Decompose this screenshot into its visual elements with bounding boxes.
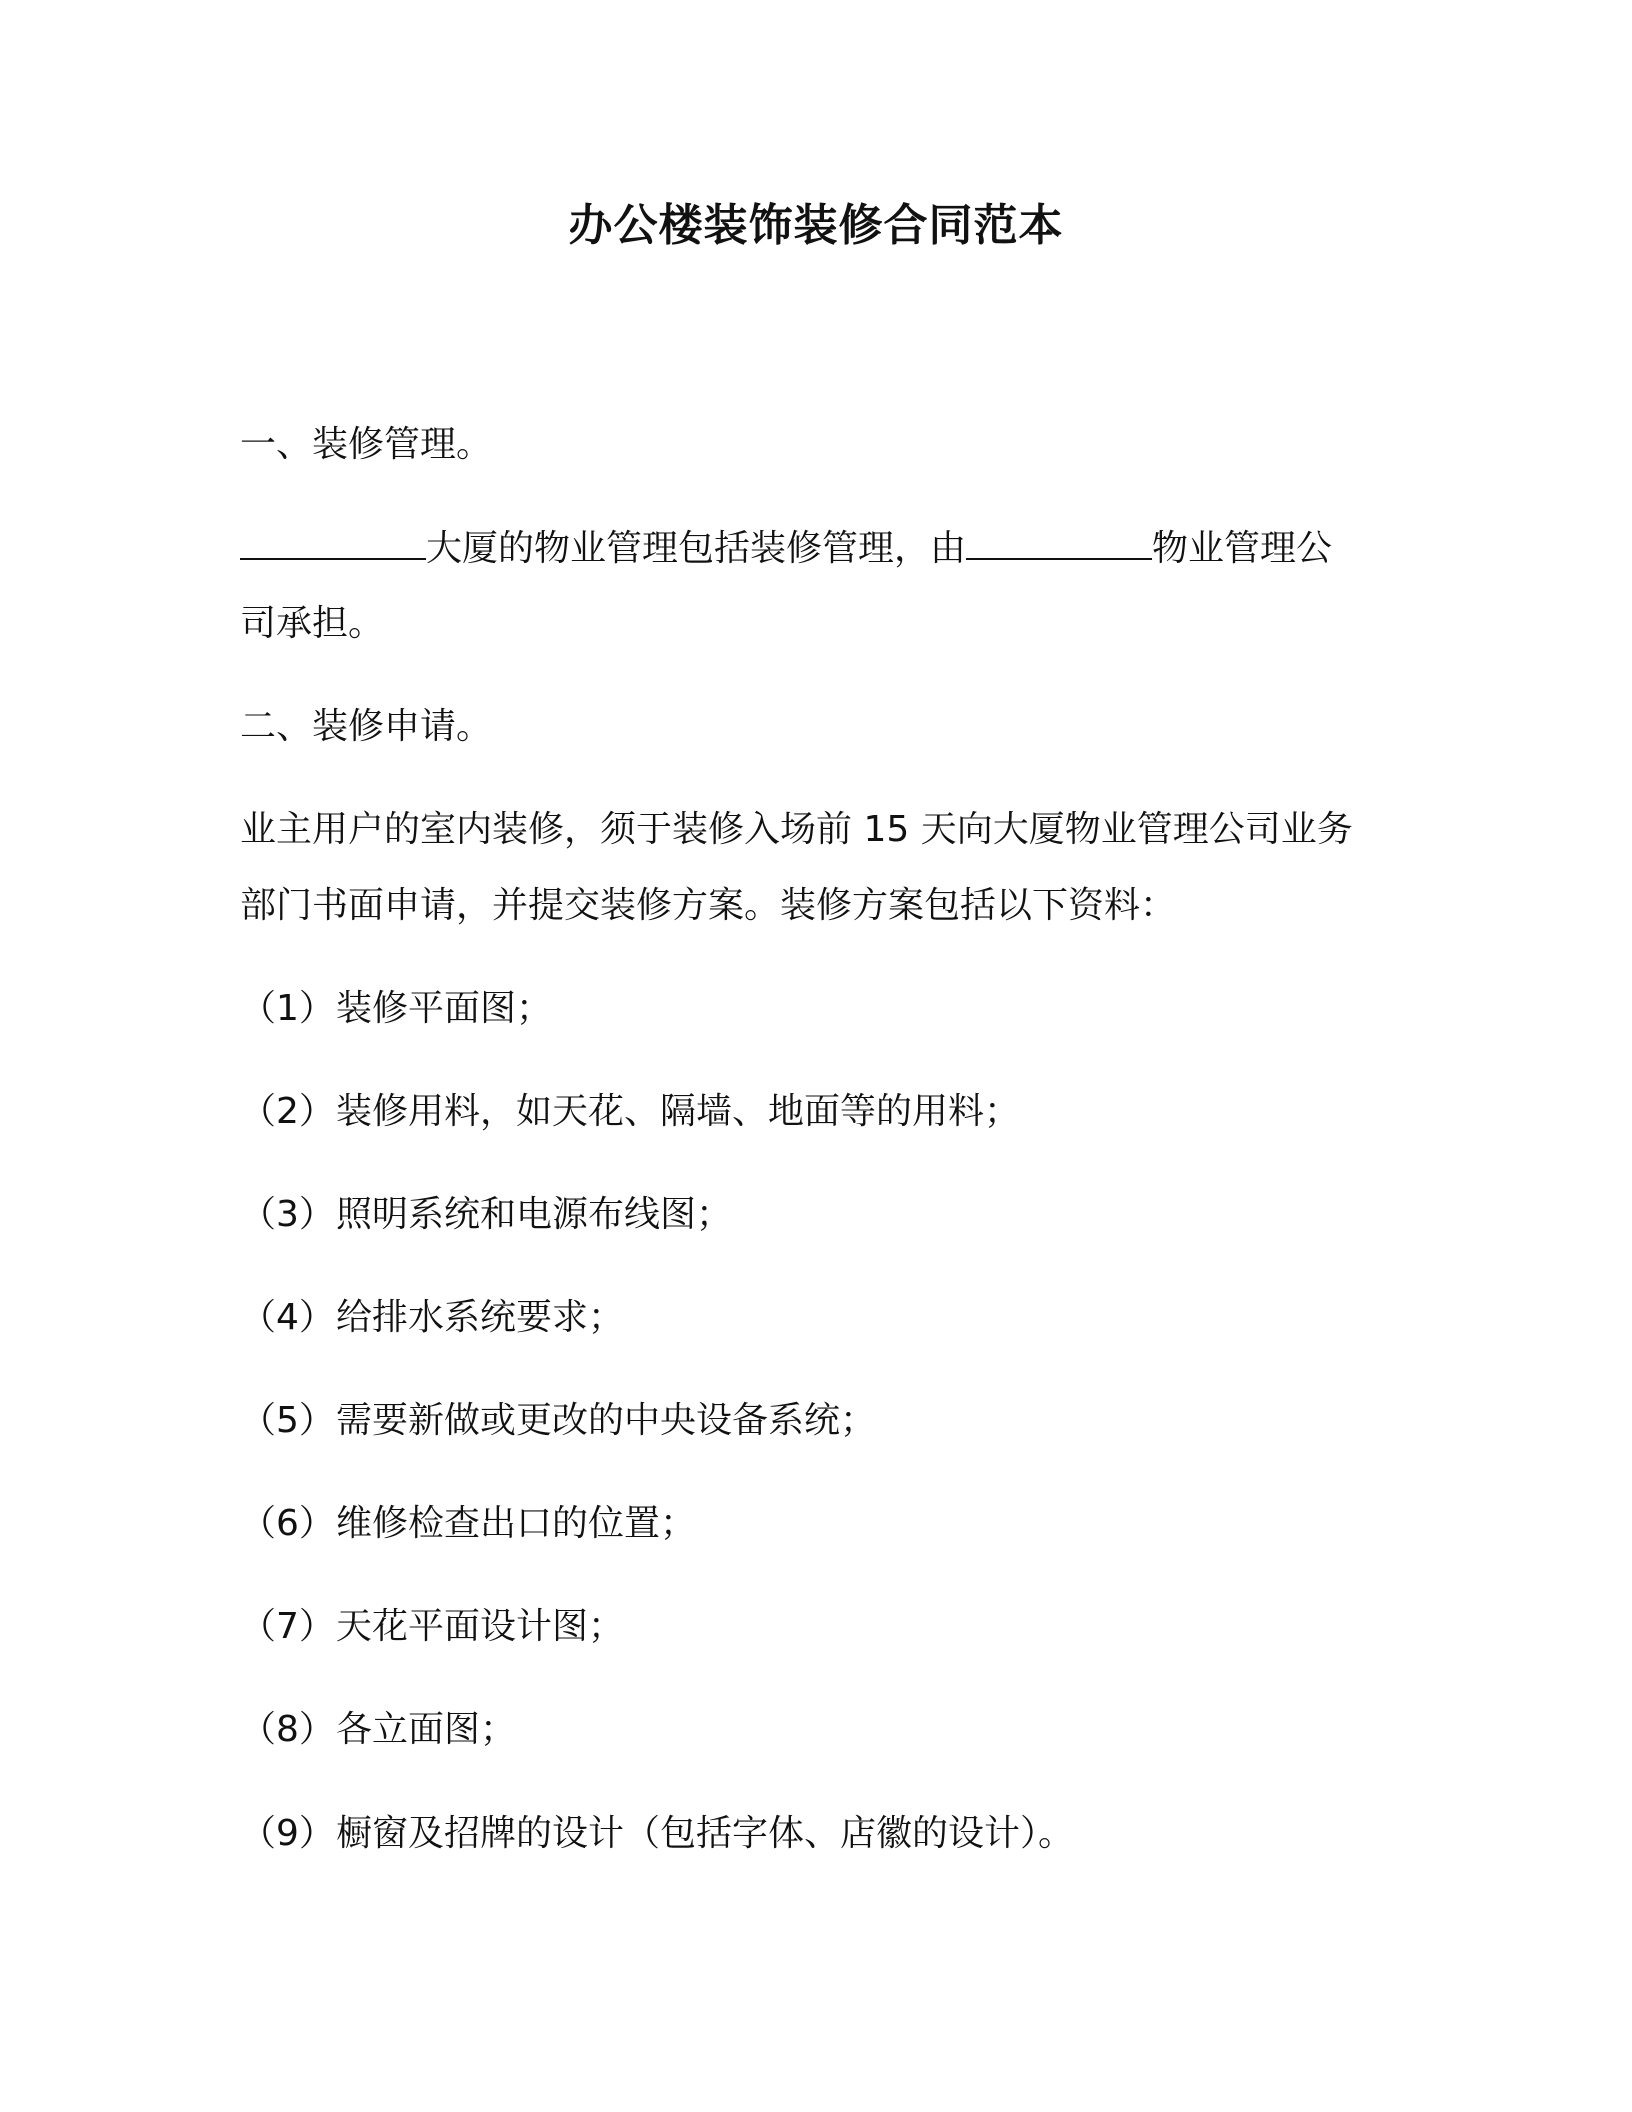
fill-blank-company[interactable] (966, 528, 1152, 560)
list-item-text: 维修检查出口的位置； (336, 1503, 697, 1544)
list-item-text: 给排水系统要求； (336, 1297, 625, 1338)
list-item (240, 985, 552, 1033)
list-item (240, 1706, 516, 1754)
section-heading-application: 二、装修申请。 (240, 706, 493, 747)
section2-para-line1: 业主用户的室内装修，须于装修入场前 15 天向大厦物业管理公司业务 (240, 809, 1353, 850)
list-item-number: （5） (240, 1400, 335, 1441)
list-item-number: （8） (240, 1709, 335, 1750)
list-item-text: 需要新做或更改的中央设备系统； (336, 1400, 877, 1441)
list-item-text: 各立面图； (336, 1709, 517, 1750)
list-item (240, 1397, 876, 1445)
list-item-text: 橱窗及招牌的设计（包括字体、店徽的设计）。 (336, 1813, 1075, 1854)
section1-line2: 司承担。 (240, 603, 385, 644)
fill-blank-building[interactable] (240, 528, 426, 560)
list-item-number: （2） (240, 1091, 335, 1132)
list-item-number: （1） (240, 988, 335, 1029)
section-heading-management: 一、装修管理。 (240, 424, 493, 465)
list-item (240, 1810, 1074, 1858)
list-item-text: 装修平面图； (336, 988, 553, 1029)
list-item-number: （6） (240, 1503, 335, 1544)
list-item-number: （7） (240, 1606, 335, 1647)
section2-para-line2: 部门书面申请，并提交装修方案。装修方案包括以下资料： (240, 885, 1177, 926)
list-item-number: （4） (240, 1297, 335, 1338)
list-item (240, 1500, 696, 1548)
list-item-text: 照明系统和电源布线图； (336, 1194, 733, 1235)
document-title: 办公楼装饰装修合同范本 (568, 200, 1064, 251)
list-item-text: 天花平面设计图； (336, 1606, 625, 1647)
section1-line1 (240, 525, 1332, 573)
list-item (240, 1088, 1020, 1136)
section1-text-part2: 物业管理公 (1152, 528, 1333, 569)
list-item (240, 1294, 624, 1342)
list-item-number: （3） (240, 1194, 335, 1235)
list-item (240, 1603, 624, 1651)
section1-text-part1: 大厦的物业管理包括装修管理，由 (426, 528, 967, 569)
list-item (240, 1191, 732, 1239)
list-item-text: 装修用料，如天花、隔墙、地面等的用料； (336, 1091, 1021, 1132)
list-item-number: （9） (240, 1813, 335, 1854)
